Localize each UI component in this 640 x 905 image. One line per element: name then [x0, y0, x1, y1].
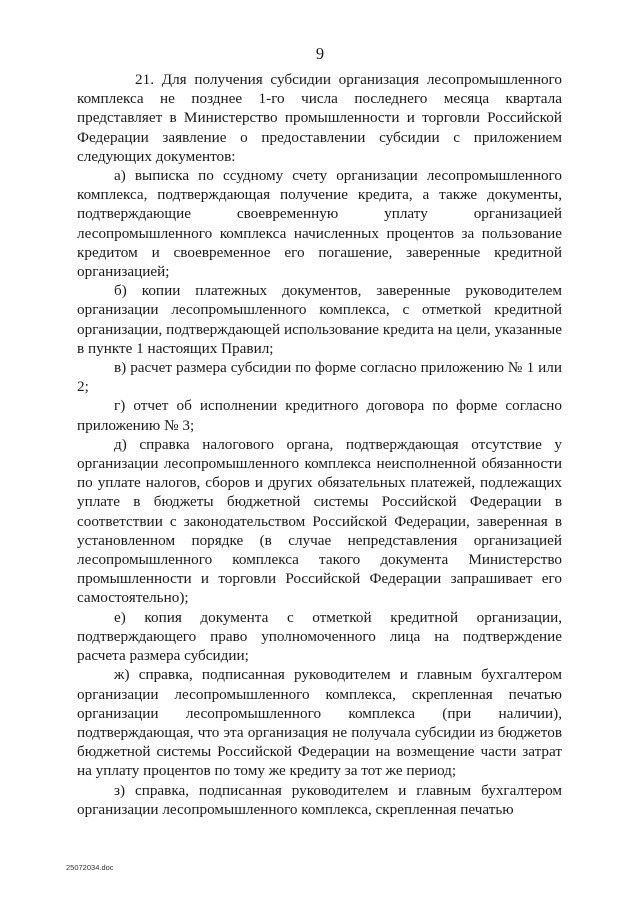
paragraph-b: б) копии платежных документов, заверенные руководителем организации лесопромышленного комплекса, с отметкой кредитной организации, подтверждающей использование кредита на цели, указанные в пункте 1 настоящих Правил; — [77, 282, 562, 357]
paragraph-zh: ж) справка, подписанная руководителем и главным бухгалтером организации лесопромышленного комплекса, скрепленная печатью организации лесопромышленного комплекса (при наличии), подтверждающая, что эта организация не получала субсидии из бюджетов бюджетной системы Российской Федерации на возмещение части затрат на уплату процентов по тому же кредиту за тот же период; — [77, 666, 562, 780]
paragraph-z: з) справка, подписанная руководителем и главным бухгалтером организации лесопромышленного комплекса, скрепленная печатью — [77, 781, 562, 818]
page-number: 9 — [315, 44, 325, 63]
paragraph-g: г) отчет об исполнении кредитного договора по форме согласно приложению № 3; — [77, 397, 562, 434]
document-body — [77, 70, 562, 819]
paragraph-e: е) копия документа с отметкой кредитной организации, подтверждающего право уполномоченного лица на подтверждение расчета размера субсидии; — [77, 608, 562, 665]
paragraph-21: 21. Для получения субсидии организация лесопромышленного комплекса не позднее 1-го числа последнего месяца квартала представляет в Министерство промышленности и торговли Российской Федерации заявление о предоставлении субсидии с приложением следующих документов: — [77, 71, 562, 165]
paragraph-v: в) расчет размера субсидии по форме согласно приложению № 1 или 2; — [77, 359, 562, 396]
footer-file-code: 25072034.doc — [66, 863, 114, 872]
paragraph-a: а) выписка по ссудному счету организации лесопромышленного комплекса, подтверждающая получение кредита, а также документы, подтверждающие своевременную уплату организацией лесопромышленного комплекса начисленных процентов за пользование кредитом и своевременное его погашение, заверенные кредитной организацией; — [77, 167, 562, 281]
paragraph-d: д) справка налогового органа, подтверждающая отсутствие у организации лесопромышленного комплекса неисполненной обязанности по уплате налогов, сборов и других обязательных платежей, подлежащих уплате в бюджеты бюджетной системы Российской Федерации в соответствии с законодательством Российской Федерации, заверенная в установленном порядке (в случае непредставления организацией лесопромышленного комплекса такого документа Министерство промышленности и торговли Российской Федерации запрашивает его самостоятельно); — [77, 435, 562, 607]
